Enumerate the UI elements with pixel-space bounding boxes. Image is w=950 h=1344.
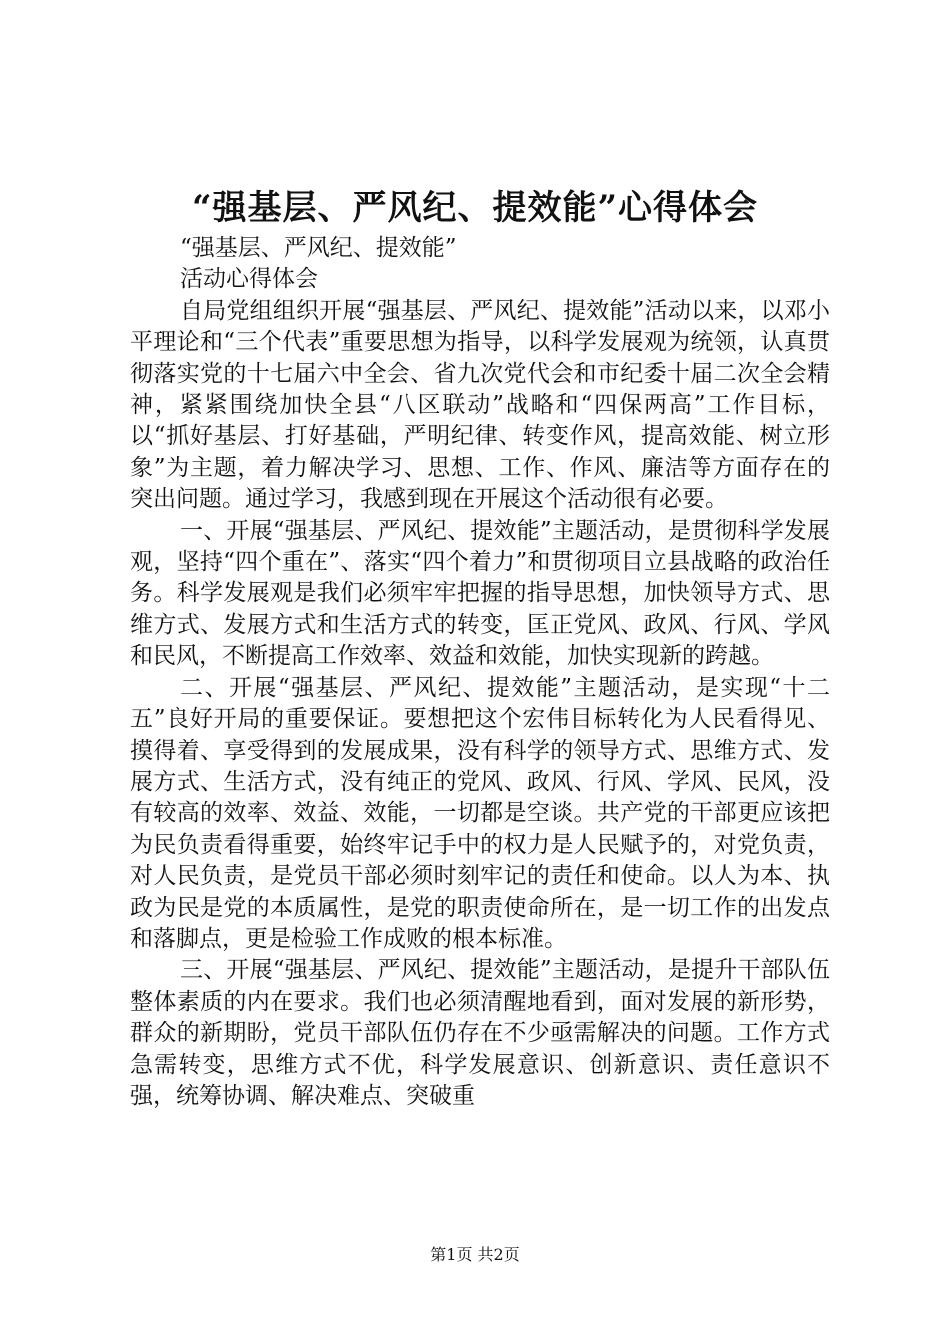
paragraph-3: 三、开展“强基层、严风纪、提效能”主题活动，是提升干部队伍整体素质的内在要求。我们也必须清醒地看到，面对发展的新形势，群众的新期盼，党员干部队伍仍存在不少亟需解决的问题。工作方式急需转变，思维方式不优，科学发展意识、创新意识、责任意识不强，统筹协调、解决难点、突破重 bbox=[130, 957, 830, 1109]
document-title: “强基层、严风纪、提效能”心得体会 bbox=[191, 188, 759, 228]
paragraph-1: 一、开展“强基层、严风纪、提效能”主题活动，是贯彻科学发展观，坚持“四个重在”、落实“四个着力”和贯彻项目立县战略的政治任务。科学发展观是我们必须牢牢把握的指导思想，加快领导方式、思维方式、发展方式和生活方式的转变，匡正党风、政风、行风、学风和民风，不断提高工作效率、效益和效能，加快实现新的跨越。 bbox=[130, 517, 830, 670]
subtitle-line-2: 活动心得体会 bbox=[180, 266, 318, 293]
paragraph-intro: 自局党组组织开展“强基层、严风纪、提效能”活动以来，以邓小平理论和“三个代表”重要思想为指导，以科学发展观为统领，认真贯彻落实党的十七届六中全会、省九次党代会和市纪委十届二次全会精神，紧紧围绕加快全县“八区联动”战略和“四保两高”工作目标，以“抓好基层、打好基础，严明纪律、转变作风，提高效能、树立形象”为主题，着力解决学习、思想、工作、作风、廉洁等方面存在的突出问题。通过学习，我感到现在开展这个活动很有必要。 bbox=[130, 297, 830, 513]
subtitle-line-1: “强基层、严风纪、提效能” bbox=[180, 235, 457, 261]
paragraph-2: 二、开展“强基层、严风纪、提效能”主题活动，是实现“十二五”良好开局的重要保证。要想把这个宏伟目标转化为人民看得见、摸得着、享受得到的发展成果，没有科学的领导方式、思维方式、发展方式、生活方式，没有纯正的党风、政风、行风、学风、民风，没有较高的效率、效益、效能，一切都是空谈。共产党的干部更应该把为民负责看得重要，始终牢记手中的权力是人民赋予的，对党负责，对人民负责，是党员干部必须时刻牢记的责任和使命。以人为本、执政为民是党的本质属性，是党的职责使命所在，是一切工作的出发点和落脚点，更是检验工作成败的根本标准。 bbox=[130, 674, 830, 952]
document-body bbox=[130, 233, 830, 1112]
page-footer: 第1页 共2页 bbox=[430, 1245, 520, 1264]
